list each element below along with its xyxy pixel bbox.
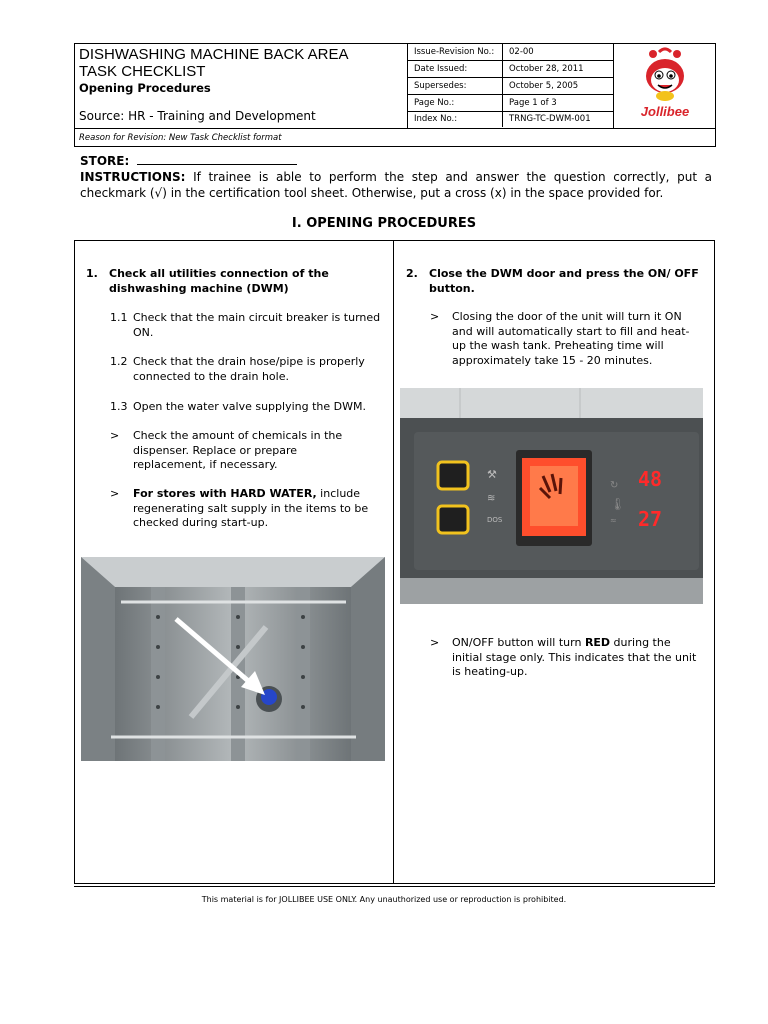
step-1-number: 1. xyxy=(86,267,98,280)
dishwasher-interior-photo xyxy=(81,557,385,761)
svg-text:≈: ≈ xyxy=(610,516,617,525)
step-1-title: Check all utilities connection of the dishwashing machine (DWM) xyxy=(109,267,329,295)
document-title xyxy=(79,46,349,80)
item-2-2-mark: > xyxy=(430,636,440,649)
meta-row-page: Page No.: Page 1 of 3 xyxy=(408,95,613,112)
jollibee-mascot-icon xyxy=(615,44,715,128)
title-line-2: TASK CHECKLIST xyxy=(79,63,206,80)
item-2-1-mark: > xyxy=(430,310,440,323)
footer-notice: This material is for JOLLIBEE USE ONLY. Any unauthorized use or reproduction is prohibited. xyxy=(201,895,567,904)
meta-row-date: Date Issued: October 28, 2011 xyxy=(408,61,613,78)
svg-text:🌡: 🌡 xyxy=(610,497,626,511)
footer-rule xyxy=(74,886,715,887)
item-hardwater-mark: > xyxy=(110,487,120,500)
instructions-text: If trainee is able to perform the step and answer the question correctly, put a checkmark (√) in the certification tool sheet. Otherwise, put a cross (x) in the space provided for. xyxy=(80,170,712,200)
item-chem-mark: > xyxy=(110,429,120,442)
meta-row-issue: Issue-Revision No.: 02-00 xyxy=(408,44,613,61)
meta-row-index: Index No.: TRNG-TC-DWM-001 xyxy=(408,111,613,128)
svg-text:↻: ↻ xyxy=(610,480,619,491)
item-1-3-text: Open the water valve supplying the DWM. xyxy=(133,400,366,413)
item-hardwater-text: For stores with HARD WATER, include regenerating salt supply in the items to be checked during start-up. xyxy=(133,487,369,529)
header-meta-cell xyxy=(408,44,614,128)
svg-text:27: 27 xyxy=(638,507,663,531)
item-2-1-text: Closing the door of the unit will turn it ON and will automatically start to fill and heat-up the wash tank. Preheating time will approximately take 15 - 20 minutes. xyxy=(452,310,690,367)
document-subtitle: Opening Procedures xyxy=(79,81,211,95)
item-2-2-text: ON/OFF button will turn RED during the initial stage only. This indicates that the unit is heating-up. xyxy=(452,636,697,678)
svg-text:≋: ≋ xyxy=(487,493,496,504)
item-1-1-mark: 1.1 xyxy=(110,311,128,324)
svg-text:⚒: ⚒ xyxy=(487,468,497,481)
header-title-cell xyxy=(75,44,408,128)
store-blank-line[interactable] xyxy=(137,153,297,165)
item-chem-text: Check the amount of chemicals in the dispenser. Replace or prepare replacement, if necessary. xyxy=(133,429,343,471)
jollibee-logo xyxy=(615,44,715,128)
header-table xyxy=(74,43,716,147)
item-1-3-mark: 1.3 xyxy=(110,400,128,413)
section-title: I. OPENING PROCEDURES xyxy=(291,216,477,231)
step-2-number: 2. xyxy=(406,267,418,280)
revision-reason: Reason for Revision: New Task Checklist format xyxy=(75,128,715,147)
control-panel-photo xyxy=(400,388,703,604)
store-field: STORE: xyxy=(80,153,297,168)
item-1-1-text: Check that the main circuit breaker is turned ON. xyxy=(133,311,381,339)
instructions-label: INSTRUCTIONS: xyxy=(80,170,186,184)
instructions xyxy=(80,169,712,201)
svg-text:48: 48 xyxy=(638,467,663,491)
svg-text:DOS: DOS xyxy=(487,516,503,524)
title-line-1: DISHWASHING MACHINE BACK AREA xyxy=(79,46,349,63)
document-source: Source: HR - Training and Development xyxy=(79,109,316,123)
item-1-2-text: Check that the drain hose/pipe is properly connected to the drain hole. xyxy=(133,355,365,383)
column-divider xyxy=(393,240,394,884)
item-1-2-mark: 1.2 xyxy=(110,355,128,368)
meta-row-supersedes: Supersedes: October 5, 2005 xyxy=(408,78,613,95)
svg-text:Jollibee: Jollibee xyxy=(640,104,690,119)
step-2-title: Close the DWM door and press the ON/ OFF button. xyxy=(429,267,699,295)
